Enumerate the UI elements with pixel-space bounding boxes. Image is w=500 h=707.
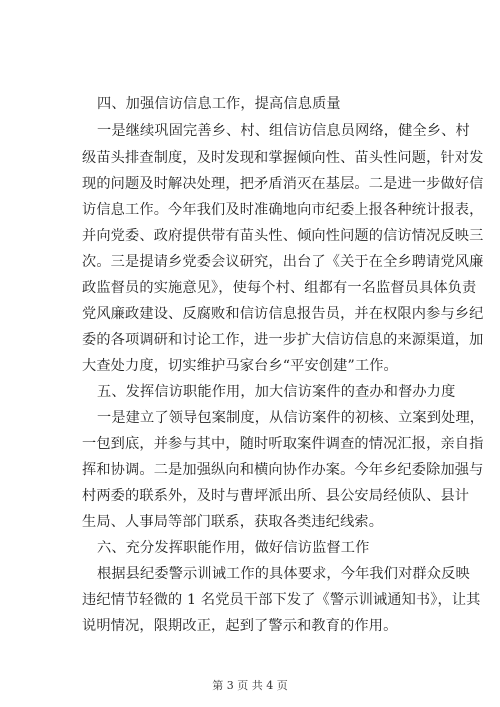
paragraph-line: 根据县纪委警示训诫工作的具体要求，今年我们对群众反映 — [97, 566, 470, 582]
paragraph-line: 一是建立了领导包案制度，从信访案件的初核、立案到处理， — [97, 410, 485, 426]
paragraph-line: 一是继续巩固完善乡、村、组信访信息员网络，健全乡、村 — [97, 123, 470, 139]
section-heading-6: 六、充分发挥职能作用，做好信访监督工作 — [97, 540, 370, 556]
paragraph-line: 违纪情节轻微的 1 名党员干部下发了《警示训诫通知书》，让其 — [82, 592, 481, 608]
paragraph-line: 挥和协调。二是加强纵向和横向协作办案。今年乡纪委除加强与 — [82, 462, 484, 478]
page-number-footer: 第 3 页 共 4 页 — [212, 679, 288, 692]
paragraph-line: 现的问题及时解决处理，把矛盾消灭在基层。二是进一步做好信 — [82, 176, 484, 192]
section-heading-5: 五、发挥信访职能作用，加大信访案件的查办和督办力度 — [97, 384, 456, 400]
paragraph-line: 并向党委、政府提供带有苗头性、倾向性问题的信访情况反映三 — [82, 228, 484, 244]
paragraph-line: 次。三是提请乡党委会议研究，出台了《关于在全乡聘请党风廉 — [82, 254, 484, 270]
paragraph-line: 政监督员的实施意见》，使每个村、组都有一名监督员具体负责 — [82, 280, 477, 296]
paragraph-line: 生局、人事局等部门联系，获取各类违纪线索。 — [82, 514, 384, 530]
paragraph-line: 村两委的联系外，及时与曹坪派出所、县公安局经侦队、县计 — [82, 488, 470, 504]
paragraph-line: 委的各项调研和讨论工作，进一步扩大信访信息的来源渠道，加 — [82, 332, 484, 348]
section-heading-4: 四、加强信访信息工作，提高信息质量 — [97, 96, 341, 112]
paragraph-line: 级苗头排查制度，及时发现和掌握倾向性、苗头性问题，针对发 — [82, 150, 484, 166]
paragraph-line: 说明情况，限期改正，起到了警示和教育的作用。 — [82, 618, 398, 634]
paragraph-line: 访信息工作。今年我们及时准确地向市纪委上报各种统计报表， — [82, 202, 484, 218]
paragraph-line: 党风廉政建设、反腐败和信访信息报告员，并在权限内参与乡纪 — [82, 306, 484, 322]
paragraph-line: 大查处力度，切实维护马家台乡“平安创建”工作。 — [82, 358, 398, 374]
paragraph-line: 一包到底，并参与其中，随时听取案件调查的情况汇报，亲自指 — [82, 436, 484, 452]
